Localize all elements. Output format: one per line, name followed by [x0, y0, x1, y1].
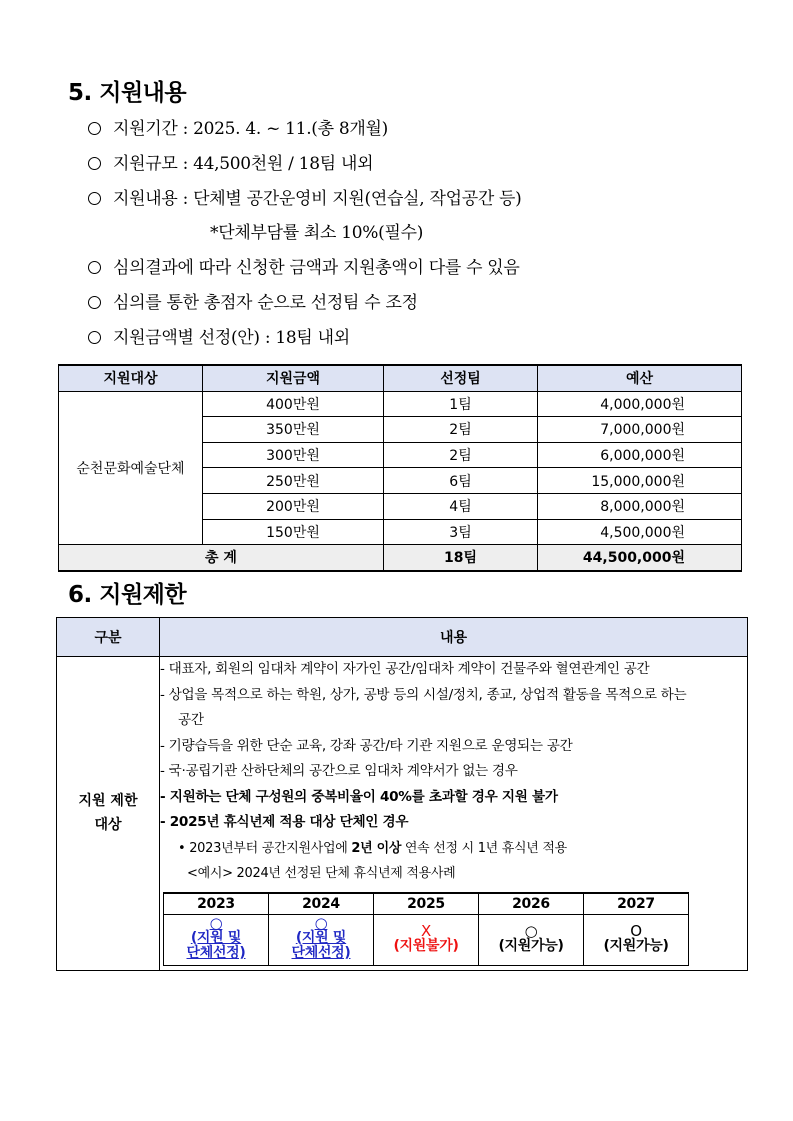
bullet-text: 지원내용 : 단체별 공간운영비 지원(연습실, 작업공간 등) [113, 188, 522, 209]
status-line: (지원가능) [498, 937, 564, 954]
table-header-row [57, 618, 748, 657]
header-amount: 지원금액 [203, 365, 384, 391]
circle-bullet-icon [88, 296, 101, 309]
restriction-item: - 대표자, 회원의 임대차 계약이 자가인 공간/임대차 계약이 건물주와 혈연관계인 공간 [160, 661, 650, 677]
header-teams: 선정팀 [384, 365, 538, 391]
list-item [88, 147, 768, 182]
year-2026: 2026 [479, 893, 584, 915]
note-text: • 2023년부터 공간지원사업에 [178, 840, 352, 856]
table-header-row [59, 365, 742, 391]
restriction-table [56, 617, 748, 971]
label-line: 지원 제한 [78, 793, 138, 810]
restriction-item-continued: 공간 [178, 712, 204, 728]
status-2026 [479, 914, 584, 965]
teams-cell: 2팀 [384, 417, 538, 443]
restriction-item-bold: - 지원하는 단체 구성원의 중복비율이 40%를 초과할 경우 지원 불가 [160, 788, 558, 805]
status-2027 [584, 914, 689, 965]
amount-cell: 400만원 [203, 391, 384, 417]
amount-cell: 300만원 [203, 442, 384, 468]
status-line: 단체선정) [186, 945, 246, 961]
bullet-text: *단체부담률 최소 10%(필수) [210, 223, 424, 244]
bullet-text: 지원기간 : 2025. 4. ~ 11.(총 8개월) [113, 119, 388, 139]
status-2024 [269, 914, 374, 965]
example-caption: <예시> 2024년 선정된 단체 휴식년제 적용사례 [187, 865, 456, 881]
header-target: 지원대상 [59, 365, 203, 391]
circle-bullet-icon [88, 192, 101, 205]
status-symbol: X [421, 921, 431, 940]
rest-year-note [160, 836, 747, 861]
bullet-text: 심의를 통한 총점자 순으로 선정팀 수 조정 [113, 292, 418, 313]
status-line: (지원 및 [190, 930, 242, 946]
year-2023: 2023 [164, 893, 269, 915]
restriction-label [57, 657, 160, 971]
circle-bullet-icon [88, 122, 101, 135]
budget-cell: 15,000,000원 [538, 468, 742, 494]
label-line: 대상 [94, 817, 122, 834]
circle-bullet-icon [88, 261, 101, 274]
restriction-item-bold: - 2025년 휴식년제 적용 대상 단체인 경우 [160, 814, 409, 830]
teams-cell: 1팀 [384, 391, 538, 417]
restriction-content [160, 657, 748, 971]
status-symbol: O [630, 921, 642, 940]
amount-cell: 200만원 [203, 493, 384, 519]
total-label: 총 계 [59, 545, 384, 571]
total-row [59, 545, 742, 571]
status-line: 단체선정) [291, 945, 351, 961]
budget-cell: 6,000,000원 [538, 442, 742, 468]
total-budget: 44,500,000원 [538, 545, 742, 571]
bullet-text: 심의결과에 따라 신청한 금액과 지원총액이 다를 수 있음 [113, 258, 520, 279]
header-budget: 예산 [538, 365, 742, 391]
rest-year-table [163, 892, 689, 966]
restriction-item: - 국·공립기관 산하단체의 공간으로 임대차 계약서가 없는 경우 [160, 763, 518, 779]
note-bold-text: 2년 이상 [351, 840, 402, 856]
status-symbol: ○ [314, 914, 328, 932]
year-header-row [164, 893, 689, 915]
note-text: 연속 선정 시 1년 휴식년 적용 [401, 840, 567, 856]
target-cell: 순천문화예술단체 [59, 391, 203, 545]
teams-cell: 2팀 [384, 442, 538, 468]
section-5-title: 5. 지원내용 [68, 80, 187, 106]
list-item [88, 251, 768, 286]
status-line: (지원불가) [393, 937, 459, 954]
status-line: (지원 및 [295, 930, 347, 946]
list-item [88, 112, 768, 147]
status-2025 [374, 914, 479, 965]
year-2024: 2024 [269, 893, 374, 915]
restriction-item: - 기량습득을 위한 단순 교육, 강좌 공간/타 기관 지원으로 운영되는 공간 [160, 737, 573, 754]
list-item [88, 286, 768, 321]
support-details-list [88, 112, 768, 356]
restriction-item: - 상업을 목적으로 하는 학원, 상가, 공방 등의 시설/정치, 종교, 상업적 활동을 목적으로 하는 [160, 686, 687, 703]
teams-cell: 4팀 [384, 493, 538, 519]
section-6-title: 6. 지원제한 [68, 582, 187, 608]
year-2025: 2025 [374, 893, 479, 915]
budget-table [58, 364, 742, 572]
list-item [88, 182, 768, 217]
header-category: 구분 [57, 618, 160, 657]
budget-cell: 4,000,000원 [538, 391, 742, 417]
teams-cell: 6팀 [384, 468, 538, 494]
total-teams: 18팀 [384, 545, 538, 571]
list-item-note [88, 216, 768, 251]
amount-cell: 150만원 [203, 519, 384, 545]
status-2023 [164, 914, 269, 965]
table-row [57, 657, 748, 971]
status-line: (지원가능) [603, 937, 669, 954]
table-row [59, 391, 742, 417]
year-status-row [164, 914, 689, 965]
teams-cell: 3팀 [384, 519, 538, 545]
circle-bullet-icon [88, 157, 101, 170]
header-content: 내용 [160, 618, 748, 657]
status-symbol: ○ [209, 914, 223, 932]
budget-cell: 4,500,000원 [538, 519, 742, 545]
list-item [88, 321, 768, 356]
amount-cell: 350만원 [203, 417, 384, 443]
status-symbol: ○ [524, 921, 538, 940]
circle-bullet-icon [88, 331, 101, 344]
bullet-text: 지원금액별 선정(안) : 18팀 내외 [113, 327, 350, 348]
budget-cell: 8,000,000원 [538, 493, 742, 519]
budget-cell: 7,000,000원 [538, 417, 742, 443]
bullet-text: 지원규모 : 44,500천원 / 18팀 내외 [113, 153, 374, 174]
year-2027: 2027 [584, 893, 689, 915]
amount-cell: 250만원 [203, 468, 384, 494]
